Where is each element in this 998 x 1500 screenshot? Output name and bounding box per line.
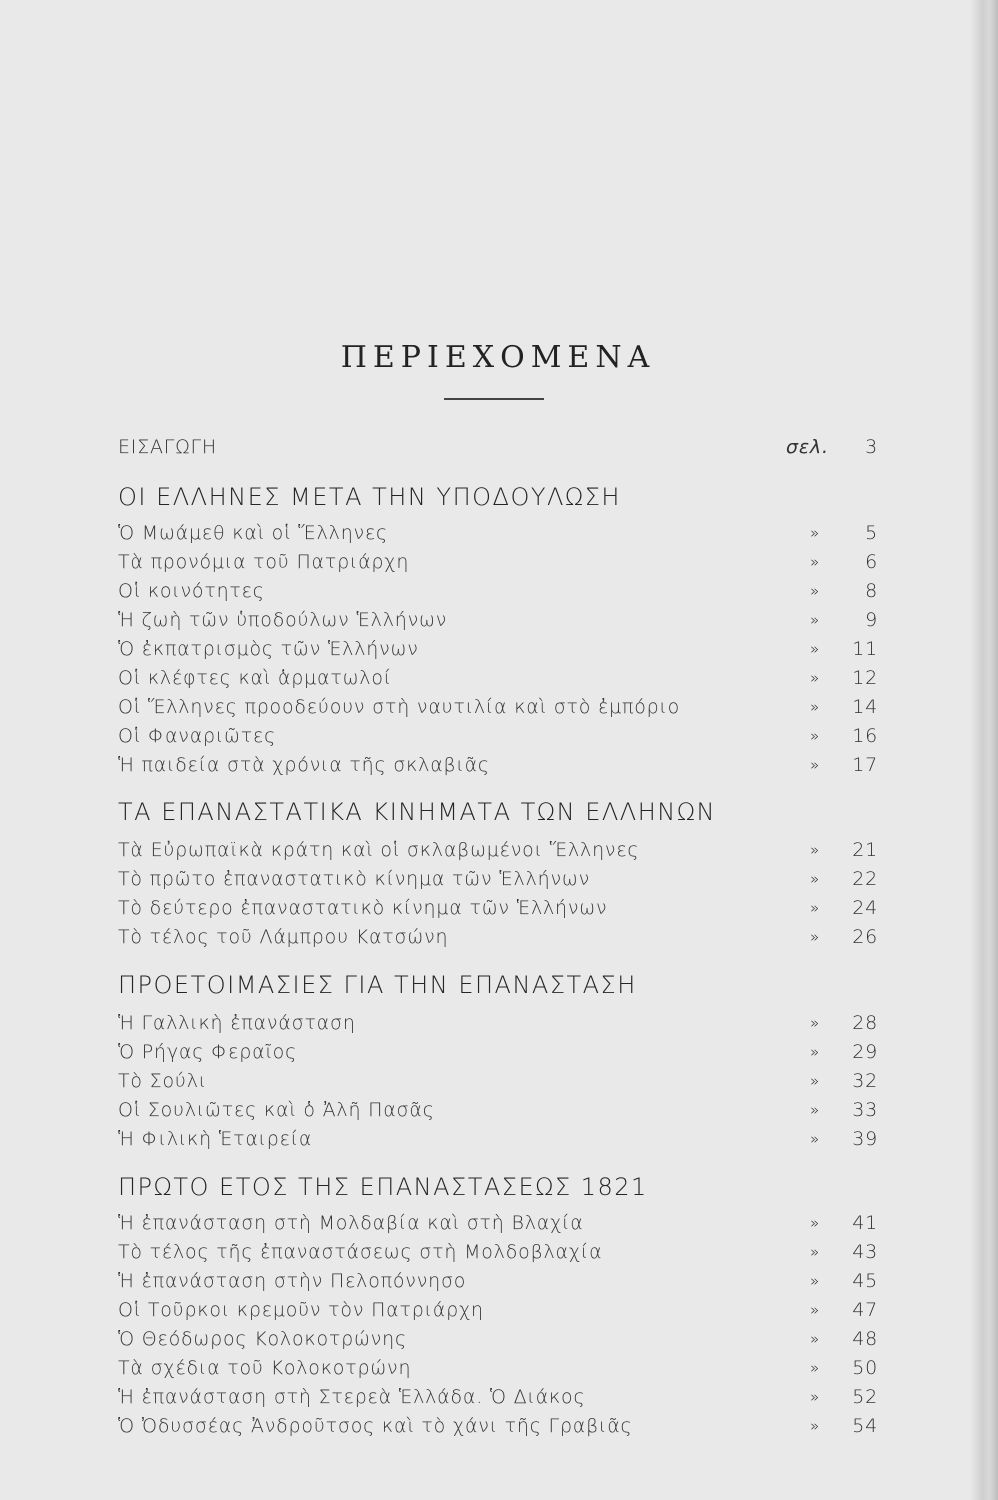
section-heading: ΤΑ ΕΠΑΝΑΣΤΑΤΙΚΑ ΚΙΝΗΜΑΤΑ ΤΩΝ ΕΛΛΗΝΩΝ bbox=[118, 798, 716, 826]
entry-title: Ἡ ἐπανάσταση στὴ Μολδαβία καὶ στὴ Βλαχία bbox=[118, 1212, 584, 1234]
toc-entry bbox=[118, 1037, 878, 1067]
entry-page-number: 28 bbox=[852, 1012, 878, 1034]
entry-page-number: 5 bbox=[865, 522, 878, 544]
entry-page-number: 21 bbox=[852, 839, 878, 861]
ditto-mark: » bbox=[810, 1072, 820, 1090]
toc-entry bbox=[118, 547, 878, 577]
ditto-mark: » bbox=[810, 553, 820, 571]
ditto-mark: » bbox=[810, 669, 820, 687]
entry-page-number: 22 bbox=[852, 868, 878, 890]
entry-title: Οἱ κοινότητες bbox=[118, 580, 265, 602]
entry-page-number: 33 bbox=[852, 1099, 878, 1121]
ditto-mark: » bbox=[810, 582, 820, 600]
entry-title: Τὰ προνόμια τοῦ Πατριάρχη bbox=[118, 551, 410, 573]
entry-page-number: 54 bbox=[852, 1415, 878, 1437]
entry-title: Ἡ ἐπανάσταση στὴ Στερεὰ Ἑλλάδα. Ὁ Διάκος bbox=[118, 1386, 586, 1408]
ditto-mark: » bbox=[810, 899, 820, 917]
entry-title: Ὁ ἐκπατρισμὸς τῶν Ἑλλήνων bbox=[118, 638, 419, 660]
toc-entry bbox=[118, 1411, 878, 1441]
toc-entry bbox=[118, 1295, 878, 1325]
ditto-mark: » bbox=[810, 727, 820, 745]
entry-page-number: 47 bbox=[852, 1299, 878, 1321]
entry-page-number: 12 bbox=[852, 667, 878, 689]
toc-entry bbox=[118, 922, 878, 952]
ditto-mark: » bbox=[810, 1214, 820, 1232]
toc-entry bbox=[118, 1208, 878, 1238]
entry-page-number: 48 bbox=[852, 1328, 878, 1350]
section-heading: ΟΙ ΕΛΛΗΝΕΣ ΜΕΤΑ ΤΗΝ ΥΠΟΔΟΥΛΩΣΗ bbox=[118, 483, 621, 511]
page-edge-shadow bbox=[970, 0, 998, 1500]
entry-page-number: 8 bbox=[865, 580, 878, 602]
toc-entry bbox=[118, 835, 878, 865]
entry-title: Ἡ παιδεία στὰ χρόνια τῆς σκλαβιᾶς bbox=[118, 754, 490, 776]
toc-entry bbox=[118, 1237, 878, 1267]
toc-entry bbox=[118, 518, 878, 548]
page-title: ΠΕΡΙΕΧΟΜΕΝΑ bbox=[340, 340, 656, 375]
ditto-mark: » bbox=[810, 611, 820, 629]
toc-entry bbox=[118, 721, 878, 751]
entry-page-number: 32 bbox=[852, 1070, 878, 1092]
entry-page-number: 45 bbox=[852, 1270, 878, 1292]
entry-page-number: 9 bbox=[865, 609, 878, 631]
toc-entry bbox=[118, 1324, 878, 1354]
page-label: σελ. bbox=[786, 436, 829, 458]
entry-title: Ὁ Ὀδυσσέας Ἀνδροῦτσος καὶ τὸ χάνι τῆς Γραβιᾶς bbox=[118, 1415, 633, 1437]
toc-entry bbox=[118, 750, 878, 780]
ditto-mark: » bbox=[810, 928, 820, 946]
entry-title: Ὁ Θεόδωρος Κολοκοτρώνης bbox=[118, 1328, 407, 1350]
section-heading: ΠΡΩΤΟ ΕΤΟΣ ΤΗΣ ΕΠΑΝΑΣΤΑΣΕΩΣ 1821 bbox=[118, 1173, 648, 1201]
entry-page-number: 43 bbox=[852, 1241, 878, 1263]
intro-row bbox=[118, 432, 878, 462]
entry-page-number: 41 bbox=[852, 1212, 878, 1234]
ditto-mark: » bbox=[810, 1388, 820, 1406]
ditto-mark: » bbox=[810, 698, 820, 716]
entry-page-number: 26 bbox=[852, 926, 878, 948]
entry-title: Ἡ ζωὴ τῶν ὑποδούλων Ἑλλήνων bbox=[118, 609, 448, 631]
entry-title: Οἱ Σουλιῶτες καὶ ὁ Ἀλῆ Πασᾶς bbox=[118, 1099, 435, 1121]
ditto-mark: » bbox=[810, 1043, 820, 1061]
entry-title: Ὁ Μωάμεθ καὶ οἱ Ἕλληνες bbox=[118, 522, 388, 544]
ditto-mark: » bbox=[810, 524, 820, 542]
entry-title: Τὰ σχέδια τοῦ Κολοκοτρώνη bbox=[118, 1357, 412, 1379]
ditto-mark: » bbox=[810, 1014, 820, 1032]
ditto-mark: » bbox=[810, 1417, 820, 1435]
entry-title: Ὁ Ρήγας Φεραῖος bbox=[118, 1041, 298, 1063]
ditto-mark: » bbox=[810, 1330, 820, 1348]
toc-entry bbox=[118, 663, 878, 693]
ditto-mark: » bbox=[810, 870, 820, 888]
entry-title: Τὸ Σούλι bbox=[118, 1070, 207, 1092]
intro-label: ΕΙΣΑΓΩΓΗ bbox=[118, 436, 217, 458]
entry-page-number: 24 bbox=[852, 897, 878, 919]
entry-title: Ἡ ἐπανάσταση στὴν Πελοπόννησο bbox=[118, 1270, 467, 1292]
entry-page-number: 50 bbox=[852, 1357, 878, 1379]
entry-page-number: 52 bbox=[852, 1386, 878, 1408]
ditto-mark: » bbox=[810, 1301, 820, 1319]
entry-page-number: 29 bbox=[852, 1041, 878, 1063]
entry-page-number: 16 bbox=[852, 725, 878, 747]
entry-page-number: 6 bbox=[865, 551, 878, 573]
entry-title: Τὸ τέλος τῆς ἐπαναστάσεως στὴ Μολδοβλαχία bbox=[118, 1241, 603, 1263]
table-of-contents bbox=[118, 0, 878, 1500]
intro-page-number: 3 bbox=[865, 436, 878, 458]
ditto-mark: » bbox=[810, 756, 820, 774]
entry-page-number: 14 bbox=[852, 696, 878, 718]
toc-entry bbox=[118, 893, 878, 923]
entry-title: Ἡ Γαλλικὴ ἐπανάσταση bbox=[118, 1012, 356, 1034]
entry-title: Οἱ κλέφτες καὶ ἁρματωλοί bbox=[118, 667, 392, 689]
entry-page-number: 11 bbox=[852, 638, 878, 660]
toc-entry bbox=[118, 692, 878, 722]
ditto-mark: » bbox=[810, 1101, 820, 1119]
entry-page-number: 17 bbox=[852, 754, 878, 776]
ditto-mark: » bbox=[810, 1130, 820, 1148]
toc-entry bbox=[118, 1266, 878, 1296]
entry-title: Τὸ δεύτερο ἐπαναστατικὸ κίνημα τῶν Ἑλλήνων bbox=[118, 897, 608, 919]
entry-title: Τὸ πρῶτο ἐπαναστατικὸ κίνημα τῶν Ἑλλήνων bbox=[118, 868, 591, 890]
toc-entry bbox=[118, 634, 878, 664]
toc-entry bbox=[118, 1095, 878, 1125]
toc-entry bbox=[118, 576, 878, 606]
ditto-mark: » bbox=[810, 1272, 820, 1290]
entry-title: Ἡ Φιλικὴ Ἑταιρεία bbox=[118, 1128, 313, 1150]
entry-title: Οἱ Ἕλληνες προοδεύουν στὴ ναυτιλία καὶ στὸ ἐμπόριο bbox=[118, 696, 681, 718]
toc-entry bbox=[118, 1066, 878, 1096]
ditto-mark: » bbox=[810, 1359, 820, 1377]
ditto-mark: » bbox=[810, 640, 820, 658]
ditto-mark: » bbox=[810, 841, 820, 859]
section-heading: ΠΡΟΕΤΟΙΜΑΣΙΕΣ ΓΙΑ ΤΗΝ ΕΠΑΝΑΣΤΑΣΗ bbox=[118, 971, 637, 999]
toc-entry bbox=[118, 1008, 878, 1038]
toc-entry bbox=[118, 1124, 878, 1154]
entry-title: Τὸ τέλος τοῦ Λάμπρου Κατσώνη bbox=[118, 926, 449, 948]
toc-entry bbox=[118, 1353, 878, 1383]
toc-entry bbox=[118, 864, 878, 894]
ditto-mark: » bbox=[810, 1243, 820, 1261]
entry-title: Οἱ Φαναριῶτες bbox=[118, 725, 277, 747]
toc-entry bbox=[118, 1382, 878, 1412]
entry-page-number: 39 bbox=[852, 1128, 878, 1150]
entry-title: Οἱ Τοῦρκοι κρεμοῦν τὸν Πατριάρχη bbox=[118, 1299, 484, 1321]
entry-title: Τὰ Εὐρωπαϊκὰ κράτη καὶ οἱ σκλαβωμένοι Ἕλληνες bbox=[118, 839, 640, 861]
toc-entry bbox=[118, 605, 878, 635]
title-underline bbox=[444, 398, 544, 400]
